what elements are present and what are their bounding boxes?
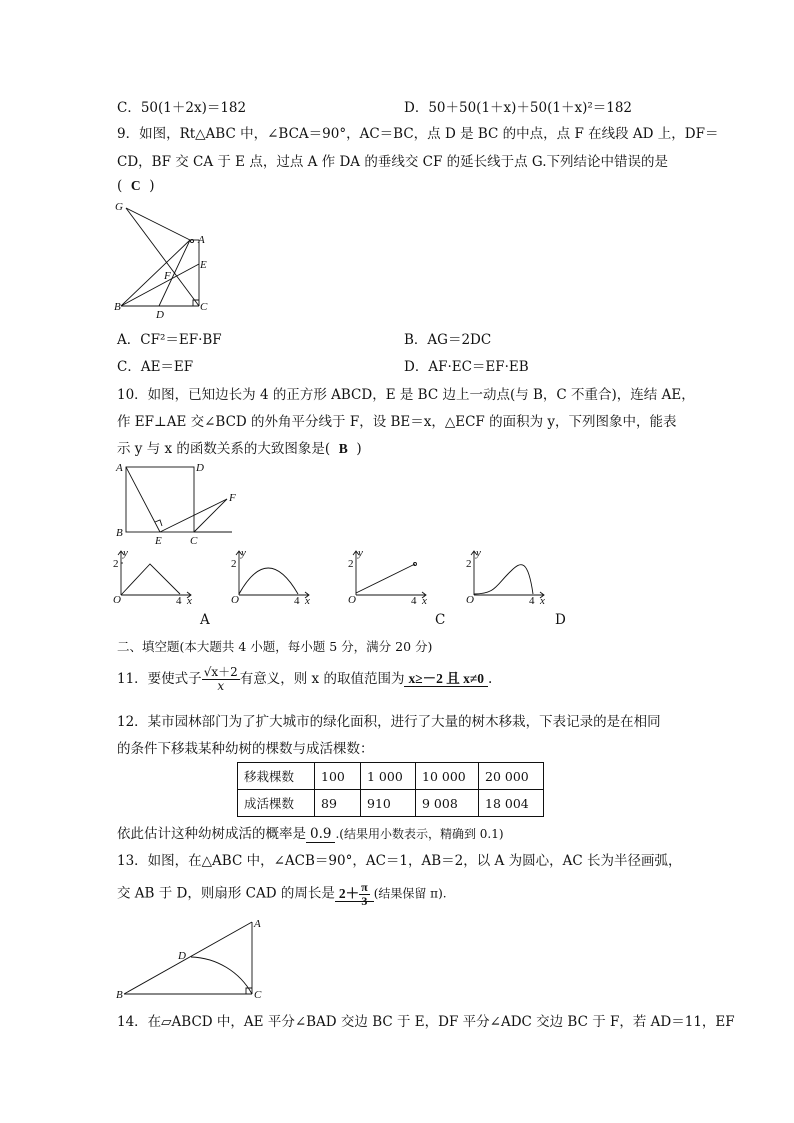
q14-line1: 14．在▱ABCD 中，AE 平分∠BAD 交边 BC 于 E，DF 平分∠ADC 交边 BC 于 F，若 AD＝11，EF xyxy=(117,1014,735,1030)
table-cell: 89 xyxy=(315,790,361,817)
tick-4: 4 xyxy=(529,595,535,605)
table-row xyxy=(238,763,544,790)
q11-post: . xyxy=(488,671,493,687)
graph-label-a: A xyxy=(200,612,210,628)
q12-line3-post: .(结果用小数表示，精确到 0.1) xyxy=(335,827,504,841)
q13-line2 xyxy=(117,881,447,908)
label-d: D xyxy=(196,462,204,474)
q11-pre: 11．要使式子 xyxy=(117,671,202,687)
tick-2: 2 xyxy=(231,558,237,570)
q9-answer: C xyxy=(130,178,141,193)
q13-answer-num: π xyxy=(361,880,368,894)
q13-answer-frac xyxy=(359,881,370,908)
table-cell: 10 000 xyxy=(416,763,479,790)
table-cell: 20 000 xyxy=(479,763,544,790)
q11-line xyxy=(117,666,492,693)
line-cf xyxy=(194,499,227,532)
bracket-left: ( xyxy=(117,178,123,194)
q9-line1: 9．如图，Rt△ABC 中，∠BCA＝90°，AC＝BC，点 D 是 BC 的中点，点 F 在线段 AD 上，DF＝ xyxy=(117,126,719,142)
table-cell: 移栽棵数 xyxy=(238,763,315,790)
curve-a xyxy=(121,564,180,595)
q9-option-d: D．AF·EC＝EF·EB xyxy=(404,359,529,375)
q12-line1: 12．某市园林部门为了扩大城市的绿化面积，进行了大量的树木移栽，下表记录的是在相同 xyxy=(117,714,661,730)
q12-line3-pre: 依此估计这种幼树成活的概率是 xyxy=(117,826,306,842)
tick-2: 2 xyxy=(113,558,119,570)
q13-line1: 13．如图，在△ABC 中，∠ACB＝90°，AC＝1，AB＝2，以 A 为圆心，AC 长为半径画弧， xyxy=(117,853,682,869)
table-cell: 9 008 xyxy=(416,790,479,817)
label-b: B xyxy=(116,989,123,1001)
line-ga xyxy=(126,208,190,240)
bracket-right: ) xyxy=(356,441,362,457)
q12-answer: 0.9 xyxy=(306,826,335,843)
label-e: E xyxy=(155,535,162,546)
tick-4: 4 xyxy=(176,595,182,605)
origin: O xyxy=(348,594,356,605)
q13-figure xyxy=(112,914,272,1002)
q9-option-c: C．AE＝EF xyxy=(117,359,194,375)
q13-line2-post: (结果保留 π). xyxy=(373,886,447,901)
curve-d xyxy=(474,565,533,594)
q9-figure xyxy=(112,196,222,321)
tick-2: 2 xyxy=(348,558,354,570)
line-be xyxy=(121,264,199,306)
graph-a xyxy=(113,547,195,605)
curve-c xyxy=(356,564,415,593)
q13-answer-den: 3 xyxy=(361,894,368,908)
graph-label-d: D xyxy=(555,612,566,628)
q13-line2-pre: 交 AB 于 D，则扇形 CAD 的周长是 xyxy=(117,885,335,902)
axis-x: x xyxy=(187,595,192,605)
q13-answer-int: 2＋ xyxy=(338,885,360,901)
q11-answer: x≥－2 且 x≠0 xyxy=(404,671,488,687)
label-a: A xyxy=(198,234,205,246)
axis-y: y xyxy=(358,547,363,559)
graph-d xyxy=(466,547,548,605)
q10-square-figure xyxy=(112,458,242,546)
table-cell: 18 004 xyxy=(479,790,544,817)
q12-line2: 的条件下移栽某种幼树的棵数与成活棵数： xyxy=(117,741,374,757)
graph-b xyxy=(231,547,313,605)
label-g: G xyxy=(115,201,123,213)
label-c: C xyxy=(190,535,198,546)
label-d: D xyxy=(178,950,186,962)
bracket-right: ) xyxy=(149,178,155,194)
arc-cd xyxy=(191,957,252,994)
q11-mid: 有意义，则 x 的取值范围为 xyxy=(239,671,405,687)
label-b: B xyxy=(114,301,121,313)
q10-line3-text: 示 y 与 x 的函数关系的大致图象是( xyxy=(117,441,331,457)
tick-4: 4 xyxy=(411,595,417,605)
q9-answer-bracket xyxy=(117,178,155,194)
curve-b xyxy=(239,568,298,594)
origin: O xyxy=(466,594,474,605)
graph-label-c: C xyxy=(435,612,446,628)
q12-line3 xyxy=(117,822,504,842)
label-e: E xyxy=(200,259,207,271)
line-ae xyxy=(126,467,160,532)
section-title: 二、填空题(本大题共 4 小题，每小题 5 分，满分 20 分) xyxy=(117,639,433,654)
q8-option-d: D．50＋50(1＋x)＋50(1＋x)²＝182 xyxy=(404,100,633,116)
q12-table xyxy=(237,762,544,817)
axis-y: y xyxy=(241,547,246,559)
square-abcd xyxy=(126,467,194,532)
q10-answer: B xyxy=(338,441,348,456)
origin: O xyxy=(231,594,239,605)
line-ab xyxy=(124,922,252,994)
label-c: C xyxy=(254,989,262,1001)
graph-c xyxy=(348,547,430,605)
q11-fraction xyxy=(202,666,240,693)
tick-2: 2 xyxy=(466,558,472,570)
label-f: F xyxy=(229,492,236,504)
q10-line3 xyxy=(117,437,362,457)
label-c: C xyxy=(200,301,208,313)
q9-line2: CD，BF 交 CA 于 E 点，过点 A 作 DA 的垂线交 CF 的延长线于点 G.下列结论中错误的是 xyxy=(117,154,668,170)
table-cell: 100 xyxy=(315,763,361,790)
q10-line2: 作 EF⊥AE 交∠BCD 的外角平分线于 F，设 BE＝x，△ECF 的面积为 y，下列图象中，能表 xyxy=(117,414,677,430)
line-ba xyxy=(121,240,190,306)
line-ef xyxy=(160,499,227,532)
table-cell: 成活棵数 xyxy=(238,790,315,817)
q9-option-b: B．AG＝2DC xyxy=(404,332,492,348)
axis-y: y xyxy=(123,547,128,559)
q10-line1: 10．如图，已知边长为 4 的正方形 ABCD，E 是 BC 边上一动点(与 B，C 不重合)，连结 AE， xyxy=(117,387,695,403)
axis-x: x xyxy=(540,595,545,605)
table-cell: 910 xyxy=(361,790,416,817)
axis-y: y xyxy=(476,547,481,559)
q8-option-c: C．50(1＋2x)＝182 xyxy=(117,100,247,116)
label-b: B xyxy=(116,527,123,539)
q9-option-a: A．CF²＝EF·BF xyxy=(117,332,222,348)
label-a: A xyxy=(254,918,261,930)
tick-4: 4 xyxy=(294,595,300,605)
q11-numerator: √x＋2 xyxy=(203,665,238,679)
q13-answer xyxy=(335,880,374,908)
table-row xyxy=(238,790,544,817)
axis-x: x xyxy=(305,595,310,605)
q11-denominator: x xyxy=(217,679,225,693)
table-cell: 1 000 xyxy=(361,763,416,790)
label-d: D xyxy=(156,309,164,321)
label-f: F xyxy=(164,270,171,282)
axis-x: x xyxy=(422,595,427,605)
origin: O xyxy=(113,594,121,605)
label-a: A xyxy=(116,462,123,474)
